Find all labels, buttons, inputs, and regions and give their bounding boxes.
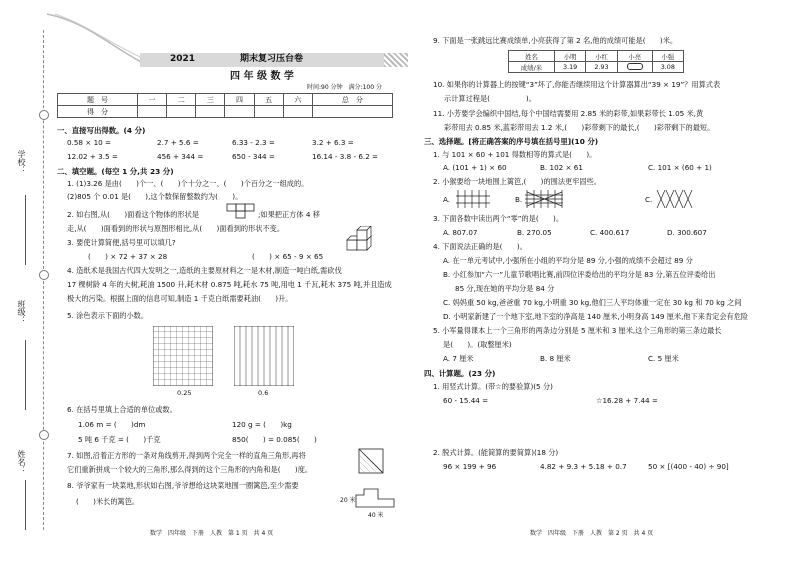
- grid-label: 0.25: [177, 389, 192, 397]
- calc-item: 16.14 - 3.8 - 6.2 =: [312, 152, 379, 161]
- page-footer-right: 数学 四年级 下册 人教 第 2 页 共 4 页: [530, 530, 654, 537]
- score-cell[interactable]: [283, 106, 312, 118]
- binding-hole: [39, 270, 49, 280]
- option: B. 8 厘米: [540, 354, 571, 363]
- question-line: 极大的污染。根据上面的信息可知,制造 1 千克白纸需要耗油( )升。: [67, 294, 293, 303]
- binding-dashed-line: [43, 30, 44, 530]
- option: A. 在一单元考试中,小强所在小组的平均分是 89 分,小强的成绩不会超过 89 分: [443, 256, 693, 265]
- class-write-line: [25, 340, 26, 410]
- banner-stripes: [384, 53, 408, 67]
- exam-series: 期末复习压台卷: [240, 54, 304, 64]
- score-head: 六: [283, 94, 312, 106]
- question-line: 它们重新拼成一个较大的三角形,那么得到的这个三角形的内角和是( )度。: [67, 465, 313, 474]
- jump-cell-smudged: [617, 62, 652, 73]
- option: B.: [515, 195, 523, 204]
- calc-item: 3.2 + 6.3 =: [312, 138, 354, 147]
- question-line: 11. 小芳要学会编织中国结,每个中国结需要用 2.85 米的彩带,如果彩带长 1.05 米,黄: [433, 109, 704, 118]
- jump-cell: 3.08: [652, 62, 683, 73]
- question-line: 5. 涂色表示下面的小数。: [67, 311, 149, 320]
- fence-bottom-label: 40 米: [368, 512, 384, 519]
- section-3-title: 三、选择题。[将正确答案的序号填在括号里](10 分): [424, 137, 599, 146]
- fence-side-label: 20 米: [340, 497, 356, 504]
- page-footer-left: 数学 四年级 下册 人教 第 1 页 共 4 页: [150, 530, 274, 537]
- score-head: 一: [138, 94, 167, 106]
- question-line: 4. 下面说法正确的是( )。: [433, 242, 527, 251]
- hundred-grid-2: [234, 326, 294, 386]
- time-info: 时间:90 分钟 满分:100 分: [307, 84, 382, 91]
- question-line: 彩带用去 0.85 米,蓝彩带用去 1.2 米,( )彩带剩下的最长,( )彩带剩下的最短。: [444, 123, 715, 132]
- jump-head: 小亮: [617, 51, 652, 62]
- score-head: 四: [225, 94, 254, 106]
- binding-hole: [39, 430, 49, 440]
- jump-score-table: [508, 50, 684, 73]
- question-line: ;如果把正方体 4 移: [258, 210, 320, 219]
- cube-stack-figure: [343, 226, 383, 256]
- option: A. 7 厘米: [443, 354, 474, 363]
- question-line: 走,从( )面看到的形状与原图形相比,从( )面看到的形状不变。: [67, 224, 285, 233]
- question-line: 4. 造纸术是我国古代四大发明之一,造纸的主要原材料之一是木材,制造一吨白纸,需砍伐: [67, 266, 342, 275]
- section-2-title: 二、填空题。(每空 1 分,共 23 分): [57, 167, 174, 176]
- score-head: 五: [254, 94, 283, 106]
- score-table: [57, 93, 393, 118]
- calc-item: 650 - 344 =: [232, 152, 275, 161]
- option: A.: [443, 195, 451, 204]
- score-head: 三: [196, 94, 225, 106]
- question-line: 8. 爷爷家有一块菜地,形状如右图,爷爷想给这块菜地围一圈篱笆,至少需要: [67, 481, 299, 490]
- calc-item: 456 + 344 =: [157, 152, 204, 161]
- jump-head: 小强: [652, 51, 683, 62]
- square-diagonal-figure: [358, 448, 384, 474]
- jump-head: 姓名: [509, 51, 555, 62]
- page-title: 四 年 级 数 学: [230, 71, 294, 82]
- question-line: 1. 用竖式计算。(带☆的要验算)(5 分): [433, 382, 553, 391]
- name-label: 姓名：: [17, 450, 26, 474]
- score-cell[interactable]: [312, 106, 392, 118]
- fence-option-c: [655, 188, 695, 210]
- option: C. 101 × (60 + 1): [648, 163, 712, 172]
- question-line: 2. 如右图,从( )面看这个物体的形状是: [67, 210, 200, 219]
- option: D. 300.607: [667, 228, 707, 237]
- ribbon-decoration: [45, 12, 145, 67]
- score-cell[interactable]: [167, 106, 196, 118]
- question-line: 6. 在括号里填上合适的单位或数。: [67, 405, 177, 414]
- score-cell[interactable]: [254, 106, 283, 118]
- calc-item: 0.58 × 10 =: [67, 138, 112, 147]
- question-line: ( ) × 72 + 37 × 28: [88, 252, 168, 261]
- option: C. 400.617: [590, 228, 630, 237]
- option: B. 270.05: [517, 228, 552, 237]
- question-line: (2)805 个 0.01 是( ),这个数保留整数约为( )。: [67, 192, 243, 201]
- question-line: 9. 下面是一张跳远比赛成绩单,小亮获得了第 2 名,他的成绩可能是( )米。: [433, 36, 678, 45]
- option: A. (101 + 1) × 60: [443, 163, 507, 172]
- question-line: 5. 小军量得课本上一个三角形的两条边分别是 5 厘米和 3 厘米,这个三角形的第三条边最长: [433, 326, 722, 335]
- binding-strip: [0, 0, 42, 562]
- option: C. 妈妈重 50 kg,爸爸重 70 kg,小明重 30 kg,他们三人平均体重一定在 30 kg 和 70 kg 之间: [443, 298, 742, 307]
- jump-cell: 成绩/米: [509, 62, 555, 73]
- question-line: 3. 下面各数中读出两个“零”的是( )。: [433, 214, 564, 223]
- fence-option-b: [524, 188, 564, 210]
- calc-item: 60 - 15.44 =: [443, 396, 489, 405]
- score-head: 题 号: [58, 94, 138, 106]
- question-line: 7. 如图,沿着正方形的一条对角线剪开,得到两个完全一样的直角三角形,再将: [67, 451, 306, 460]
- option: C.: [645, 195, 653, 204]
- fence-option-a: [455, 188, 493, 210]
- question-line: 2. 小猴要给一块地围上篱笆,( )的围法更牢固些。: [433, 177, 601, 186]
- hundred-grid-1: [153, 326, 213, 386]
- question-line: 1. 与 101 × 60 + 101 得数相等的算式是( )。: [433, 150, 597, 159]
- front-view-figure: [226, 203, 256, 219]
- question-line: 10. 如果你的计算器上的按键“3”坏了,你能否继续用这个计算器算出“39 × 19”？用算式表: [433, 80, 721, 89]
- question-line: 1. (1)3.26 是由( )个一、( )个十分之一、( )个百分之一组成的。: [67, 179, 309, 188]
- question-line: 是( )。(取整厘米): [443, 340, 512, 349]
- question-line: 示计算过程是( )。: [444, 94, 536, 103]
- section-1-title: 一、直接写出得数。(4 分): [57, 126, 146, 135]
- question-line: 5 吨 6 千克 = ( )千克: [78, 435, 161, 444]
- calc-item: 50 × [(400 - 40) ÷ 90]: [648, 462, 729, 471]
- calc-item: ☆16.28 + 7.44 =: [596, 396, 658, 405]
- score-cell[interactable]: [225, 106, 254, 118]
- class-label: 班级：: [17, 300, 26, 324]
- score-head: 二: [167, 94, 196, 106]
- calc-item: 6.33 - 2.3 =: [232, 138, 275, 147]
- option: C. 5 厘米: [648, 354, 679, 363]
- jump-head: 小明: [554, 51, 585, 62]
- option: A. 807.07: [443, 228, 478, 237]
- jump-cell: 3.19: [554, 62, 585, 73]
- fence-plot-figure: [354, 485, 396, 510]
- jump-cell: 2.93: [586, 62, 617, 73]
- question-line: 17 棵树龄 4 年的大树,耗油 1500 升,耗木材 0.875 吨,耗水 75 吨,用电 1 千瓦,耗木 375 吨,并且造成: [67, 280, 392, 289]
- option: D. 小明家新建了一个地下室,地下室的净高是 140 厘米,小明身高 149 厘米,他下来肯定会有危险: [443, 312, 749, 321]
- calc-item: 12.02 + 3.5 =: [67, 152, 118, 161]
- jump-head: 小红: [586, 51, 617, 62]
- section-4-title: 四、计算题。(23 分): [424, 369, 496, 378]
- score-row-label: 得 分: [58, 106, 138, 118]
- name-write-line: [25, 480, 26, 530]
- calc-item: 4.82 + 9.3 + 5.18 + 0.7: [540, 462, 627, 471]
- score-head: 总 分: [312, 94, 392, 106]
- school-label: 学校：: [17, 150, 26, 174]
- option: B. 小红参加“六一”儿童节歌唱比赛,前四位评委给出的平均分是 83 分,第五位评委给出: [443, 270, 716, 279]
- grid-label: 0.6: [258, 389, 269, 397]
- option: 85 分,现在她的平均分是 84 分: [455, 284, 555, 293]
- binding-hole: [39, 110, 49, 120]
- question-line: ( ) × 65 - 9 × 65: [252, 252, 324, 261]
- school-write-line: [25, 195, 26, 265]
- score-cell[interactable]: [138, 106, 167, 118]
- question-line: ( )米长的篱笆。: [76, 497, 140, 506]
- question-line: 850( ) = 0.085( ): [232, 435, 317, 444]
- score-cell[interactable]: [196, 106, 225, 118]
- calc-item: 96 × 199 + 96: [443, 462, 497, 471]
- question-line: 1.06 m = ( )dm: [78, 420, 146, 429]
- question-line: 3. 要使计算简便,括号里可以填几?: [67, 238, 176, 247]
- question-line: 2. 脱式计算。(能简算的要简算)(18 分): [433, 448, 559, 457]
- question-line: 120 g = ( )kg: [232, 420, 292, 429]
- option: B. 102 × 61: [540, 163, 583, 172]
- exam-year: 2021: [170, 54, 196, 64]
- calc-item: 2.7 + 5.6 =: [157, 138, 199, 147]
